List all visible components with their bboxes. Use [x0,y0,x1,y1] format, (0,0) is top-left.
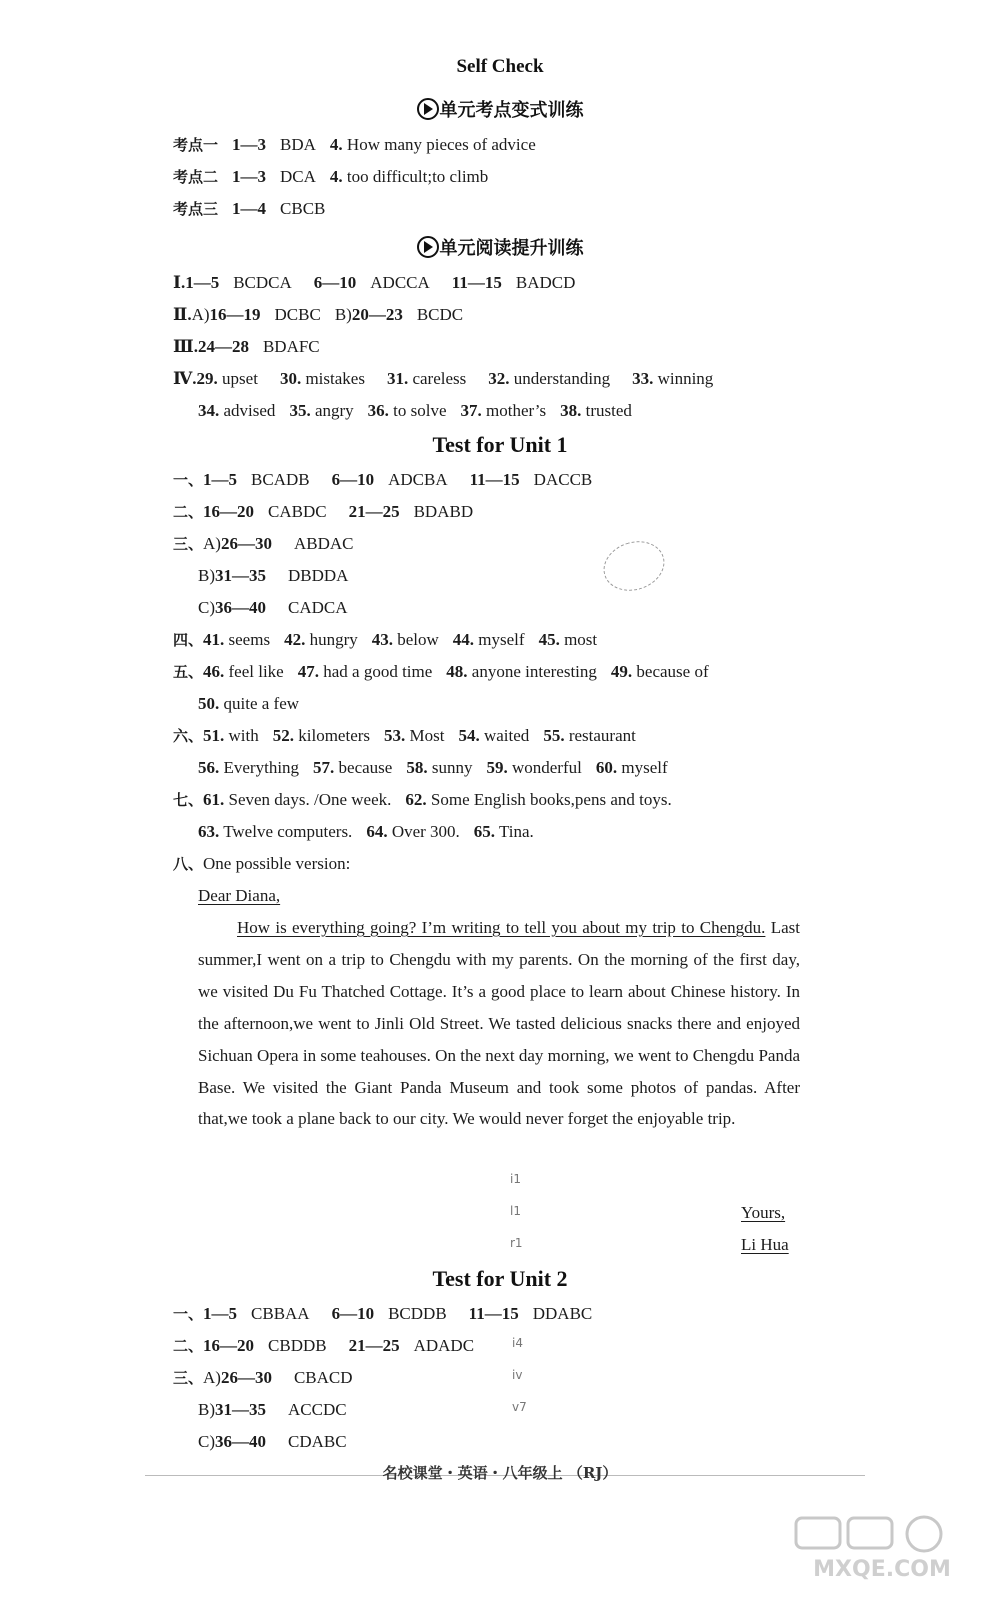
unit1-part8-intro: 八、One possible version: [173,854,351,873]
margin-mark: iv [512,1368,523,1382]
unit1-part4: 四、41. seems 42. hungry 43. below 44. myself 45. most [173,630,598,649]
play-arrow-icon [417,236,439,258]
unit1-part6: 六、51. with 52. kilometers 53. Most 54. waited 55. restaurant [173,726,636,745]
unit1-part3c: C)36—40 CADCA [198,598,348,617]
kaodian-1-row: 考点一 1—3 BDA 4. How many pieces of advice [173,135,536,154]
letter-opening-sentence: How is everything going? I’m writing to tell you about my trip to Chengdu. [237,918,766,937]
reading-row-1: Ⅰ.1—5 BCDCA 6—10 ADCCA 11—15 BADCD [173,273,576,292]
unit2-part3c: C)36—40 CDABC [198,1432,347,1451]
unit1-part7b: 63. Twelve computers. 64. Over 300. 65. Tina. [198,822,534,841]
letter-greeting: Dear Diana, [198,886,281,905]
unit1-part7: 七、61. Seven days. /One week. 62. Some English books,pens and toys. [173,790,672,809]
unit2-part2: 二、16—20 CBDDB 21—25 ADADC [173,1336,475,1355]
letter-signature: Li Hua [741,1235,789,1254]
margin-mark: i1 [510,1172,521,1186]
unit1-part5b: 50. quite a few [198,694,300,713]
kaodian-3-row: 考点三 1—4 CBCB [173,199,326,218]
margin-mark: i4 [512,1336,523,1350]
unit2-part3b: B)31—35 ACCDC [198,1400,347,1419]
unit1-part6b: 56. Everything 57. because 58. sunny 59. wonderful 60. myself [198,758,668,777]
unit2-title: Test for Unit 2 [432,1266,568,1291]
unit1-part2: 二、16—20 CABDC 21—25 BDABD [173,502,474,521]
page-footer: 名校课堂・英语・八年级上 （RJ） [382,1464,618,1482]
unit1-title: Test for Unit 1 [432,432,568,457]
reading-row-2: Ⅱ.A)16—19 DCBC B)20—23 BCDC [173,305,464,324]
reading-row-4b: 34. advised 35. angry 36. to solve 37. mother’s 38. trusted [198,401,632,420]
unit1-part1: 一、1—5 BCADB 6—10 ADCBA 11—15 DACCB [173,470,593,489]
unit1-part5: 五、46. feel like 47. had a good time 48. anyone interesting 49. because of [173,662,709,681]
reading-row-4: Ⅳ.29. upset 30. mistakes 31. careless 32. understanding 33. winning [173,369,714,388]
reading-row-3: Ⅲ.24—28 BDAFC [173,337,320,356]
watermark-text: MXQE.COM [813,1557,951,1582]
section-heading-1: 单元考点变式训练 [0,96,1000,122]
unit2-part3a: 三、A)26—30 CBACD [173,1368,353,1387]
kaodian-2-row: 考点二 1—3 DCA 4. too difficult;to climb [173,167,489,186]
unit1-part3b: B)31—35 DBDDA [198,566,349,585]
margin-mark: r1 [510,1236,523,1250]
ink-stamp-mark [597,534,671,599]
section-heading-2: 单元阅读提升训练 [0,234,1000,260]
unit2-part1: 一、1—5 CBBAA 6—10 BCDDB 11—15 DDABC [173,1304,593,1323]
watermark-logo [792,1514,972,1584]
margin-mark: l1 [510,1204,521,1218]
sample-letter-body [198,912,800,1135]
unit1-part3a: 三、A)26—30 ABDAC [173,534,354,553]
margin-mark: v7 [512,1400,527,1414]
self-check-title: Self Check [456,56,544,77]
play-arrow-icon [417,98,439,120]
letter-body-text: Last summer,I went on a trip to Chengdu with my parents. On the morning of the first day, we visited Du Fu Thatched Cottage. It’s a good place to learn about Chinese history. In the afternoon,we went to Jinli Old Street. We tasted delicious snacks there and enjoyed Sichuan Opera in some teahouses. On the next day morning, we went to Chengdu Panda Base. We visited the Giant Panda Museum and took some photos of pandas. After that,we took a plane back to our city. We would never forget the enjoyable trip. [198,918,800,1129]
letter-closing: Yours, [741,1203,786,1222]
